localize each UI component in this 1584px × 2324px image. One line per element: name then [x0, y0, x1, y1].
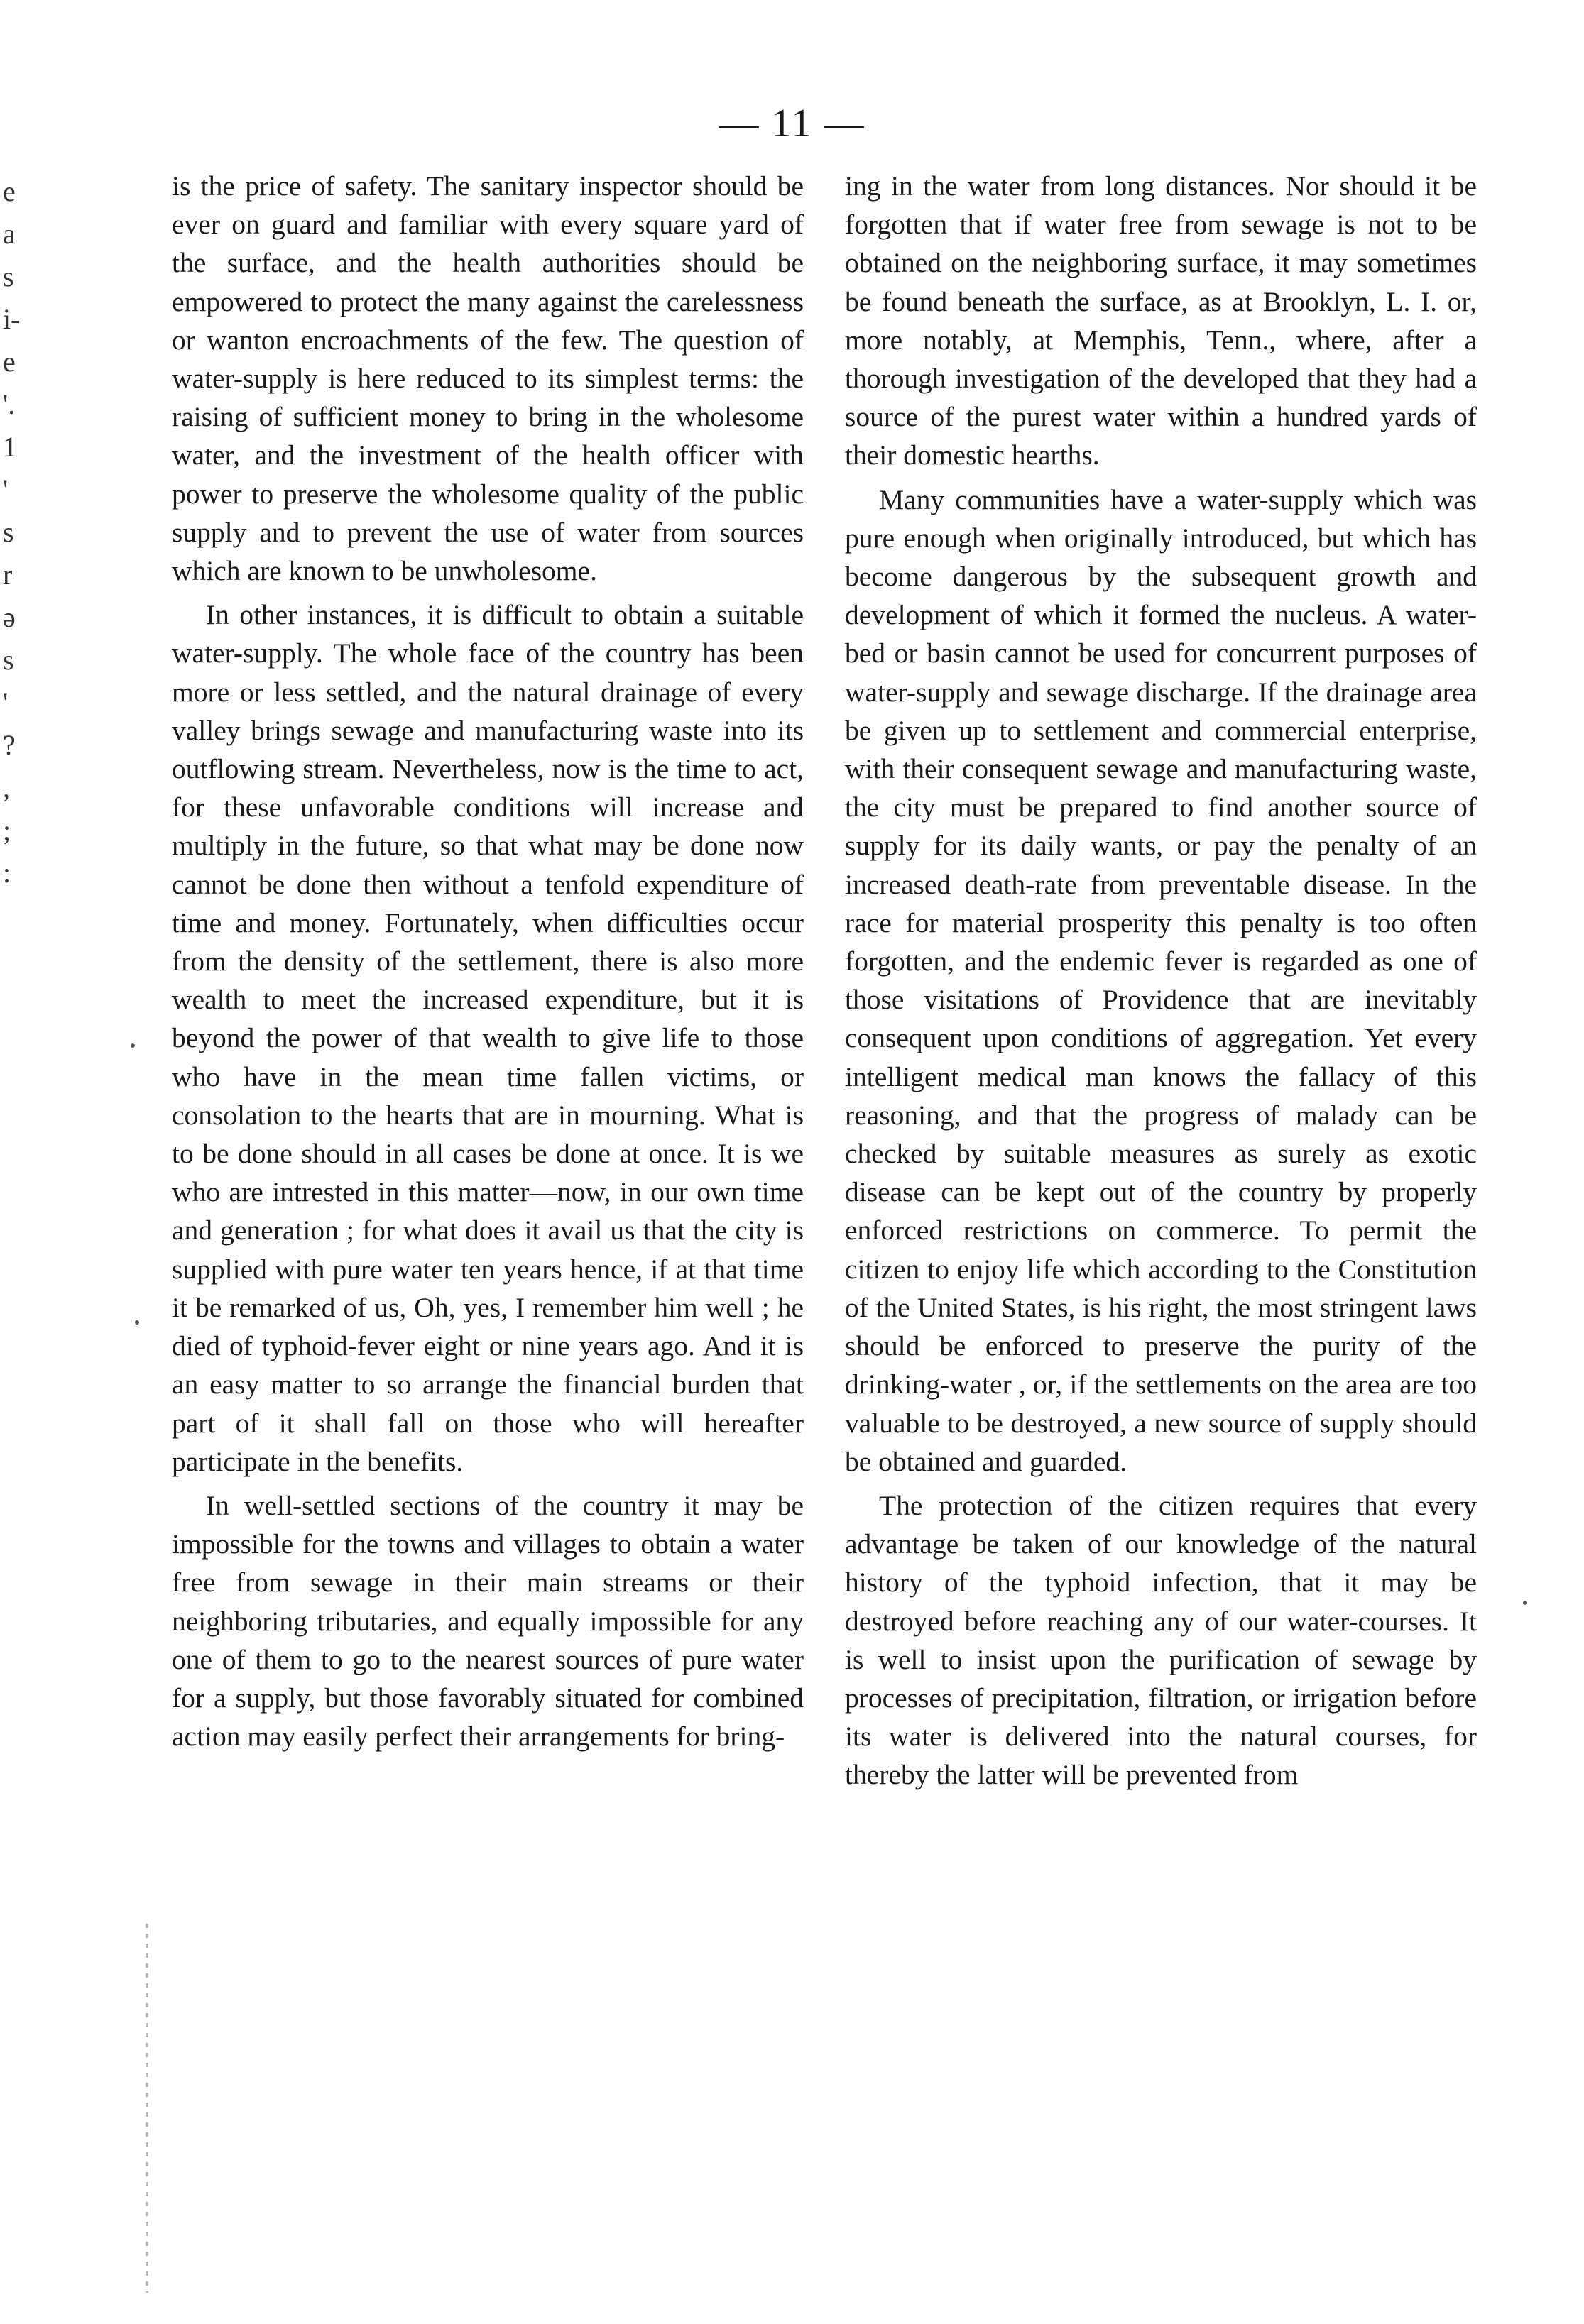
left-paragraph-2: In other instances, it is difficult to obtain a suitable water-supply. The whole face of the country has been more or less settled, and the natural drainage of every valley brings sewage and manufacturing waste into its outflowing stream. Nevertheless, now is the time to act, for these unfavorable conditions will increase and multiply in the future, so that what may be done now cannot be done then without a tenfold expenditure of time and money. Fortunately, when difficulties occur from the density of the settlement, there is also more wealth to meet the increased expenditure, but it is beyond the power of that wealth to give life to those who have in the mean time fallen victims, or consolation to the hearts that are in mourning. What is to be done should in all cases be done at once. It is we who are intrested in this matter—now, in our own time and generation ; for what does it avail us that the city is supplied with pure water ten years hence, if at that time it be remarked of us, Oh, yes, I remember him well ; he died of typhoid-fever eight or nine years ago. And it is an easy matter to so arrange the financial burden that part of it shall fall on those who will hereafter participate in the benefits. — [172, 599, 804, 1477]
page-number: — 11 — — [719, 102, 865, 146]
margin-char: ' — [3, 686, 9, 718]
margin-char: e — [3, 175, 16, 207]
margin-char: s — [3, 516, 14, 548]
margin-char: '. — [3, 388, 16, 420]
left-paragraph-1: is the price of safety. The sanitary inspector should be ever on guard and familiar with every square yard of the surface, and the health authorities should be empowered to protect the many against the carelessness or wanton encroachments of the few. The question of water-supply is here reduced to its simplest terms: the raising of sufficient money to bring in the wholesome water, and the investment of the health officer with power to preserve the wholesome quality of the public supply and to prevent the use of water from sources which are known to be unwholesome. — [172, 170, 804, 587]
scan-speck — [135, 1320, 139, 1325]
margin-char: s — [3, 644, 14, 676]
margin-char: a — [3, 218, 16, 250]
margin-fragment — [3, 170, 31, 894]
margin-char: ; — [3, 814, 11, 846]
scan-speck — [1523, 1601, 1527, 1605]
margin-char: s — [3, 261, 14, 292]
left-column — [172, 167, 804, 1755]
margin-char: ? — [3, 729, 16, 761]
margin-char: r — [3, 559, 13, 591]
margin-char: i- — [3, 303, 21, 335]
right-paragraph-3: The protection of the citizen requires that every advantage be taken of our knowledge of the natural history of the typhoid infection, that it may be destroyed before reaching any of our water-courses. It is well to insist upon the purification of sewage by processes of precipitation, filtration, or irrigation before its water is delivered into the natural courses, for thereby the latter will be prevented from — [845, 1489, 1477, 1791]
binding-mark — [146, 1924, 148, 2293]
scan-speck — [131, 1043, 135, 1048]
margin-char: 1 — [3, 431, 17, 463]
margin-char: e — [3, 346, 16, 378]
left-paragraph-3: In well-settled sections of the country it may be impossible for the towns and villages to obtain a water free from sewage in their main streams or their neighboring tributaries, and equally impossible for any one of them to go to the nearest sources of pure water for a supply, but those favorably situated for combined action may easily perfect their arrangements for bring- — [172, 1489, 804, 1753]
margin-char: : — [3, 857, 11, 889]
right-paragraph-1: ing in the water from long distances. Nor should it be forgotten that if water free from sewage is not to be obtained on the neighboring surface, it may sometimes be found beneath the surface, as at Brooklyn, L. I. or, more notably, at Memphis, Tenn., where, after a thorough investigation of the developed that they had a source of the purest water within a hundred yards of their domestic hearths. — [845, 170, 1477, 471]
right-paragraph-2: Many communities have a water-supply which was pure enough when originally introduced, but which has become dangerous by the subsequent growth and development of which it formed the nucleus. A water-bed or basin cannot be used for concurrent purposes of water-supply and sewage discharge. If the drainage area be given up to settlement and commercial enterprise, with their consequent sewage and manufacturing waste, the city must be prepared to find another source of supply for its daily wants, or pay the penalty of an increased death-rate from preventable disease. In the race for material prosperity this penalty is too often forgotten, and the endemic fever is regarded as one of those visitations of Providence that are inevitably consequent upon conditions of aggregation. Yet every intelligent medical man knows the fallacy of this reasoning, and that the progress of malady can be checked by suitable measures as surely as exotic disease can be kept out of the country by properly enforced restrictions on commerce. To permit the citizen to enjoy life which according to the Constitution of the United States, is his right, the most stringent laws should be enforced to preserve the purity of the drinking-water , or, if the settlements on the area are too valuable to be destroyed, a new source of supply should be obtained and guarded. — [845, 483, 1477, 1477]
margin-char: ' — [3, 473, 9, 505]
margin-char: ə — [3, 601, 16, 633]
margin-char: , — [3, 772, 10, 804]
right-column — [845, 167, 1477, 1794]
